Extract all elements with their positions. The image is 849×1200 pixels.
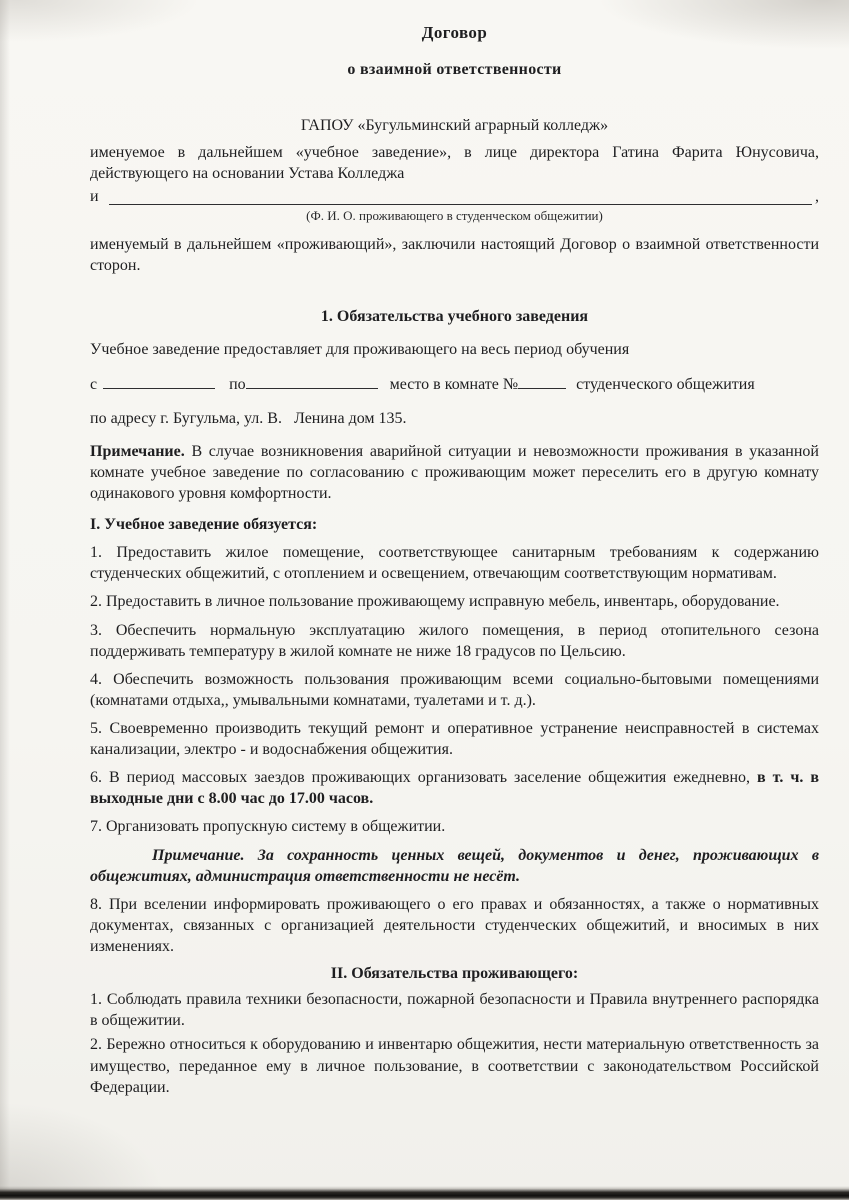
college-obligation-item-2: 2. Предоставить в личное пользование проживающему исправную мебель, инвентарь, оборудование. [90,593,780,611]
section1-paragraph: Учебное заведение предоставляет для проживающего на весь период обучения [90,341,630,359]
name-fill-line [90,186,819,207]
college-obligation-item-3: 3. Обеспечить нормальную эксплуатацию жилого помещения, в период отопительного сезона поддерживать температуру в жилой комнате не ниже 18 градусов по Цельсию. [90,621,819,660]
note-text: В случае возникновения аварийной ситуации и невозможности проживания в указанной комнате учебное заведение по согласованию с проживающим может переселить его в другую комнату одинакового уровня комфортности. [90,442,819,503]
valuables-note: Примечание. За сохранность ценных вещей, документов и денег, проживающих в общежитиях, администрация ответственности не несёт. [90,846,819,885]
item6-regular-text: 6. В период массовых заездов проживающих организовать заселение общежития ежедневно, [90,769,751,787]
college-obligation-item-1: 1. Предоставить жилое помещение, соответствующее санитарным требованиям к содержанию студенческих общежитий, с отоплением и освещением, отвечающим соответствующим нормативам. [90,544,819,583]
college-obligation-item-5: 5. Своевременно производить текущий ремонт и оперативное устранение неисправностей в системах канализации, электро - и водоснабжения общежития. [90,720,819,759]
college-obligation-item-8: 8. При вселении информировать проживающего о его правах и обязанностях, а также о нормативных документах, связанных с организацией деятельности студенческих общежитий, и вносимых в них изменениях. [90,895,819,955]
college-obligation-item-4: 4. Обеспечить возможность пользования проживающим всеми социально-бытовыми помещениями (комнатами отдыха,, умывальными комнатами, туалетами и т. д.). [90,670,819,709]
college-obligations-heading: I. Учебное заведение обязуется: [90,516,318,534]
trailing-comma: , [815,187,819,205]
address-line: по адресу г. Бугульма, ул. В. Ленина дом 135. [90,409,407,427]
date-from-blank [103,374,215,389]
scan-bottom-edge [0,1186,849,1200]
resident-obligations-heading: II. Обязательства проживающего: [330,965,579,983]
fill-from-label: с [90,375,98,393]
room-number-blank [518,374,566,389]
intro-paragraph-2: именуемый в дальнейшем «проживающий», заключили настоящий Договор о взаимной ответственности сторон. [90,236,819,275]
fill-to-label: по [229,375,246,393]
note-label: Примечание. [90,442,185,460]
fio-caption: (Ф. И. О. проживающего в студенческом общежитии) [306,207,603,223]
college-obligation-item-6 [90,767,819,809]
college-obligation-item-7: 7. Организовать пропускную систему в общежитии. [90,818,446,836]
and-label: и [90,187,99,205]
doc-title: Договор [421,23,488,42]
resident-obligation-item-2: 2. Бережно относиться к оборудованию и инвентарю общежития, нести материальную ответственность за имущество, переданное ему в личное пользование, в соответствии с законодательством Российской Федерации. [90,1036,819,1096]
college-name: ГАПОУ «Бугульминский аграрный колледж» [300,116,609,134]
intro-paragraph-1: именуемое в дальнейшем «учебное заведение», в лице директора Гатина Фарита Юнусовича, действующего на основании Устава Колледжа [90,143,819,182]
blank-line [109,189,812,205]
fill-tail-label: студенческого общежития [576,375,755,393]
fill-room-label: место в комнате № [389,375,519,393]
note-paragraph [90,441,819,504]
doc-subtitle: о взаимной ответственности [347,61,562,79]
section1-heading: 1. Обязательства учебного заведения [320,308,589,326]
resident-obligation-item-1: 1. Соблюдать правила техники безопасности, пожарной безопасности и Правила внутреннего распорядка в общежитии. [90,991,819,1030]
date-to-blank [246,374,378,389]
fill-in-line [90,374,819,395]
item6-bold-text: в т. ч. в выходные дни с 8.00 час до 17.00 часов. [90,769,819,808]
